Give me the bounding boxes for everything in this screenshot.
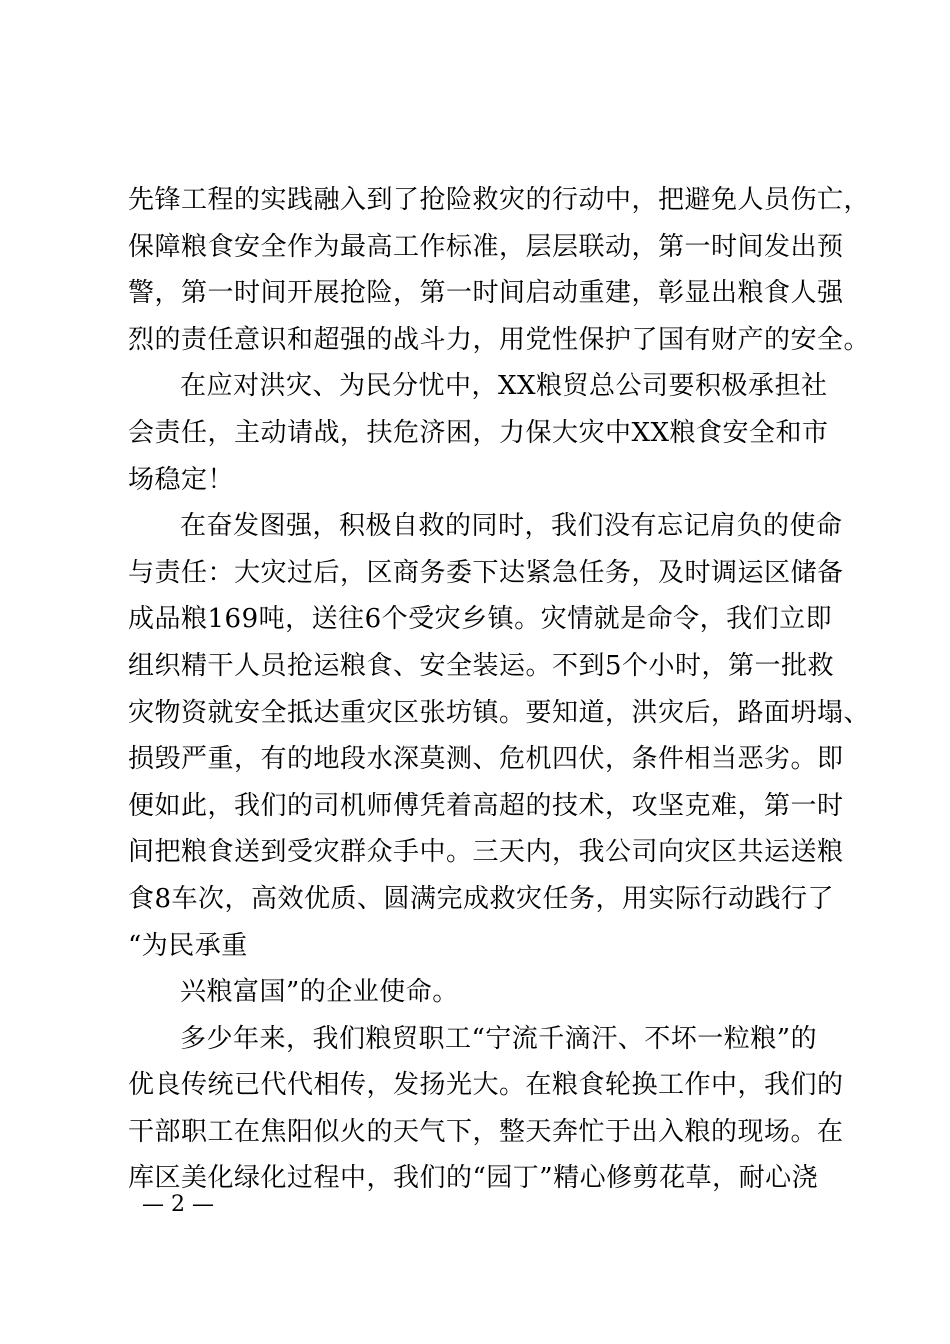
text-line: 与责任：大灾过后，区商务委下达紧急任务，及时调运区储备 [128,557,844,588]
text-line: 成品粮169吨，送往6个受灾乡镇。灾情就是命令，我们立即 [128,604,833,635]
paragraph-start-line: 多少年来，我们粮贸职工“宁流千滴汗、不坏一粒粮”的 [180,1023,818,1054]
body-text [128,177,871,1202]
paragraph-start-line: 兴粮富国”的企业使命。 [180,977,459,1008]
page-number: — 2 — [142,1192,214,1217]
text-line: 先锋工程的实践融入到了抢险救灾的行动中，把避免人员伤亡， [128,185,871,215]
text-line: 组织精干人员抢运粮食、安全装运。不到5个小时，第一批救 [128,650,835,681]
paragraph-start-line: 在应对洪灾、为民分忧中，XX粮贸总公司要积极承担社 [180,371,828,402]
paragraph-start-line: 在奋发图强，积极自救的同时，我们没有忘记肩负的使命 [180,511,843,542]
text-line: 干部职工在焦阳似火的天气下，整天奔忙于出入粮的现场。在 [128,1116,844,1147]
text-line: 优良传统已代代相传，发扬光大。在粮食轮换工作中，我们的 [128,1070,844,1101]
text-line: 库区美化绿化过程中，我们的“园丁”精心修剪花草，耐心浇 [128,1163,819,1194]
text-line: “为民承重 [128,930,248,961]
text-line: 便如此，我们的司机师傅凭着高超的技术，攻坚克难，第一时 [128,790,844,821]
text-line: 会责任，主动请战，扶危济困，力保大灾中XX粮食安全和市 [128,417,829,448]
text-line: 烈的责任意识和超强的战斗力，用党性保护了国有财产的安全。 [128,324,871,355]
text-line: 警，第一时间开展抢险，第一时间启动重建，彰显出粮食人强 [128,278,844,309]
text-line: 间把粮食送到受灾群众手中。三天内，我公司向灾区共运送粮 [128,837,844,868]
text-line: 场稳定！ [128,464,235,495]
text-line: 灾物资就安全抵达重灾区张坊镇。要知道，洪灾后，路面坍塌、 [128,697,871,728]
text-line: 保障粮食安全作为最高工作标准，层层联动，第一时间发出预 [128,231,844,262]
text-line: 损毁严重，有的地段水深莫测、危机四伏，条件相当恶劣。即 [128,744,844,775]
text-line: 食8车次，高效优质、圆满完成救灾任务，用实际行动践行了 [128,883,835,914]
